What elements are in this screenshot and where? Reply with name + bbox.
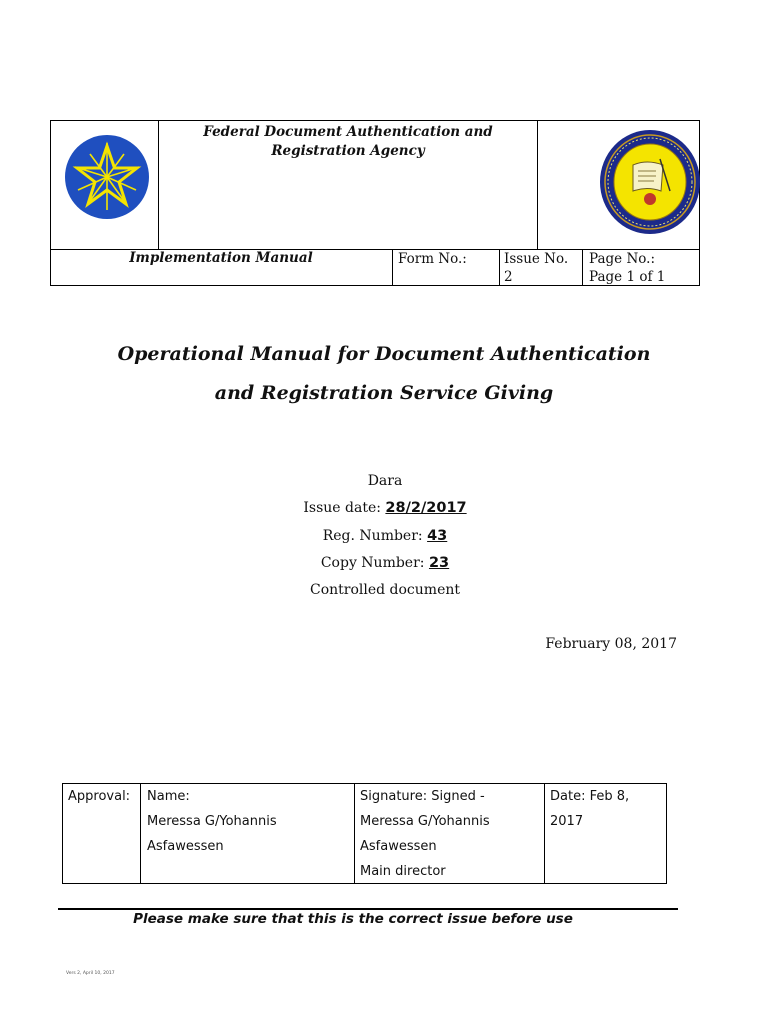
reg-number	[0, 528, 768, 544]
approval-signature-cell	[360, 784, 490, 884]
approval-date-cell	[550, 784, 629, 834]
signature-line-3: Asfawessen	[360, 839, 437, 854]
approval-name-cell	[147, 784, 277, 859]
issue-no-label: Issue No.	[504, 251, 569, 267]
page-no-label: Page No.:	[589, 251, 655, 267]
divider	[58, 908, 678, 910]
document-date: February 08, 2017	[545, 636, 677, 652]
document-title-line-2: and Registration Service Giving	[214, 382, 554, 404]
copy-number-label: Copy Number:	[320, 555, 425, 571]
issue-date	[0, 500, 768, 516]
copy-number	[0, 555, 768, 571]
manual-label: Implementation Manual	[129, 250, 313, 266]
divider	[537, 121, 538, 249]
name-line-1: Meressa G/Yohannis	[147, 814, 277, 829]
document-title-line-1: Operational Manual for Document Authentication	[117, 343, 651, 365]
approval-table	[62, 783, 667, 884]
divider	[544, 784, 545, 883]
reg-number-label: Reg. Number:	[322, 528, 423, 544]
agency-title: Federal Document Authentication and Registration Agency	[203, 124, 493, 159]
reg-number-value: 43	[427, 528, 448, 544]
copy-number-value: 23	[428, 555, 450, 571]
page-no-value: Page 1 of 1	[589, 269, 666, 285]
approval-label: Approval:	[68, 789, 131, 804]
signature-line-1: Signature: Signed -	[360, 789, 485, 804]
date-line-2: 2017	[550, 814, 584, 829]
divider	[499, 249, 500, 286]
date-line-1: Date: Feb 8,	[550, 789, 630, 804]
divider	[140, 784, 141, 883]
form-no-label: Form No.:	[398, 251, 467, 267]
controlled-document: Controlled document	[309, 582, 460, 598]
divider	[392, 249, 393, 286]
national-emblem-icon	[64, 134, 150, 220]
divider	[354, 784, 355, 883]
signature-line-2: Meressa G/Yohannis	[360, 814, 490, 829]
signature-line-4: Main director	[360, 864, 446, 879]
divider	[582, 249, 583, 286]
issue-no-value: 2	[504, 269, 513, 285]
agency-seal-icon	[598, 129, 702, 235]
name-line-2: Asfawessen	[147, 839, 224, 854]
name-label: Name:	[147, 789, 190, 804]
issue-date-value: 28/2/2017	[385, 500, 467, 516]
place: Dara	[367, 473, 403, 489]
issue-date-label: Issue date:	[303, 500, 381, 516]
header-table	[50, 120, 700, 286]
footer-version: Vers 2, April 10, 2017	[66, 971, 115, 976]
issue-notice: Please make sure that this is the correct issue before use	[133, 911, 573, 927]
